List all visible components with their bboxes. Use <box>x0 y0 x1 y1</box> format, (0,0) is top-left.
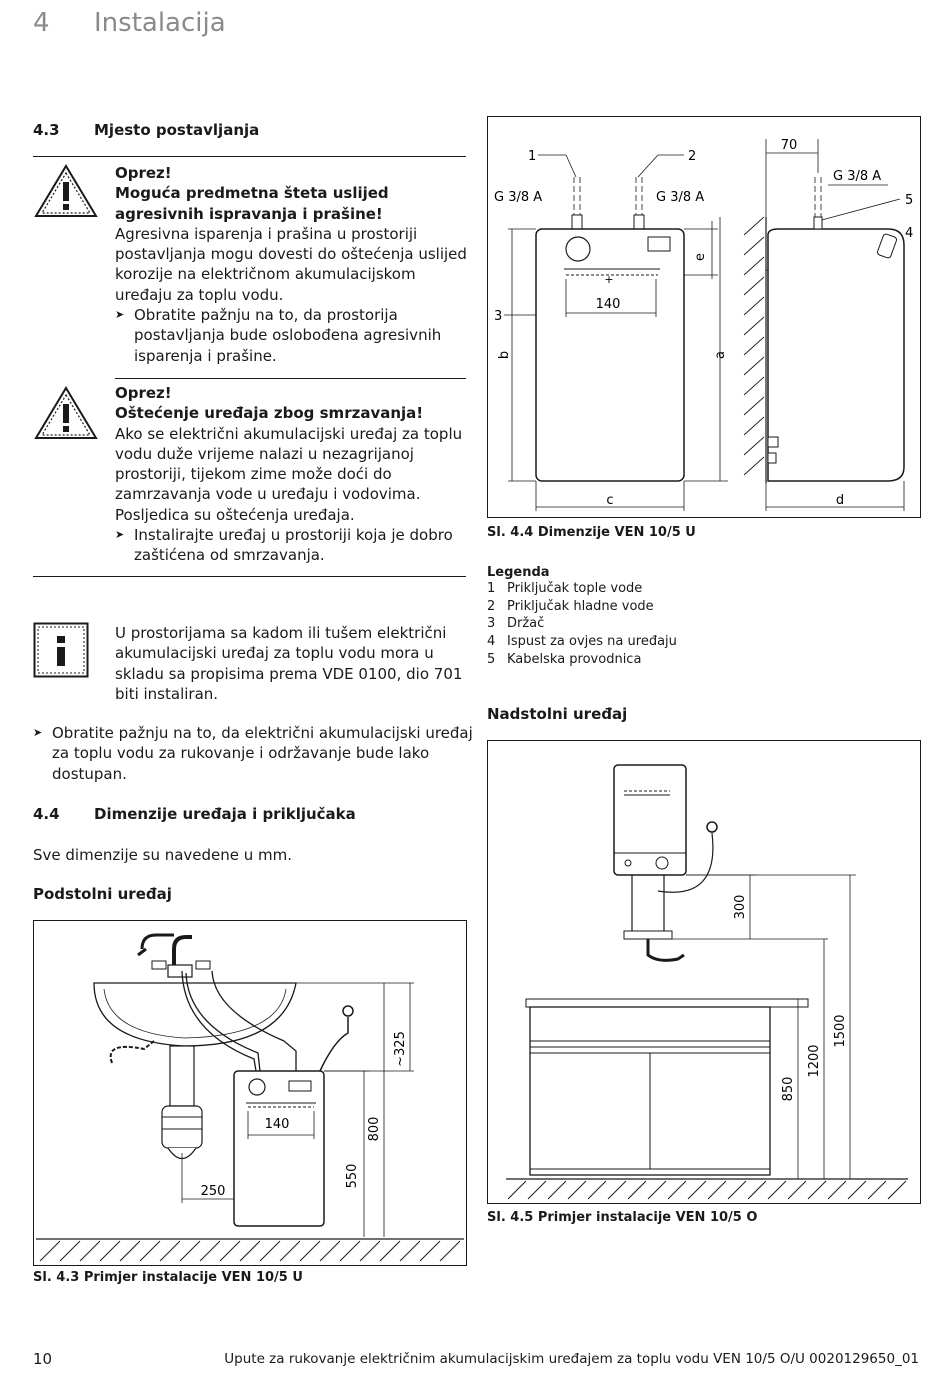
thread-label-right: G 3/8 A <box>833 169 882 184</box>
dim-1500: 1500 <box>833 1014 848 1048</box>
warning-body: Agresivna isparenja i prašina u prostoriji postavljanja mogu dovesti do oštećenja uslijed korozije na električnom akumulacijskom uređaju za toplu vodu. <box>115 224 467 304</box>
info-text: U prostorijama sa kadom ili tušem električni akumulacijski uređaj za toplu vodu mora u skladu sa propisima prema VDE 0100, dio 701 biti instaliran. <box>115 624 463 703</box>
label-3: 3 <box>494 309 503 324</box>
label-4: 4 <box>905 226 914 241</box>
warning-headline: Moguća predmetna šteta uslijed agresivnih ispravanja i prašine! <box>115 184 389 223</box>
divider <box>33 576 466 577</box>
dim-550: 550 <box>345 1163 360 1189</box>
dimensions-drawing <box>488 117 920 517</box>
dim-850: 850 <box>781 1076 796 1102</box>
dimensions-intro: Sve dimenzije su navedene u mm. <box>33 846 293 864</box>
figure-4-5-caption: Sl. 4.5 Primjer instalacije VEN 10/5 O <box>487 1210 758 1225</box>
label-5: 5 <box>905 193 914 208</box>
dim-70: 70 <box>780 138 798 153</box>
divider <box>115 378 466 379</box>
legend-item: 5 Kabelska provodnica <box>487 651 642 667</box>
figure-4-4-caption: Sl. 4.4 Dimenzije VEN 10/5 U <box>487 525 696 540</box>
thread-label-left: G 3/8 A <box>494 190 543 205</box>
chapter-number: 4 <box>33 8 50 38</box>
dim-250: 250 <box>200 1184 226 1199</box>
dim-140: 140 <box>595 297 621 312</box>
section-44-number: 4.4 <box>33 805 60 823</box>
divider <box>33 156 466 157</box>
dim-300: 300 <box>733 894 748 920</box>
thread-label-mid: G 3/8 A <box>656 190 705 205</box>
dim-325: ~325 <box>393 1031 408 1067</box>
section-43-title: Mjesto postavljanja <box>94 121 260 139</box>
legend-item: 1 Priključak tople vode <box>487 581 643 596</box>
dim-e: e <box>693 253 708 261</box>
info-icon <box>33 622 89 678</box>
dim-a: a <box>713 351 728 359</box>
undersink-install-drawing <box>34 921 466 1265</box>
warning-headline: Oštećenje uređaja zbog smrzavanja! <box>115 404 424 423</box>
warning-action: ➤ Obratite pažnju na to, da prostorija postavljanja bude oslobođena agresivnih isparenja i prašine. <box>115 305 470 366</box>
dim-800: 800 <box>367 1116 382 1142</box>
label-2: 2 <box>688 149 697 164</box>
undersink-title: Podstolni uređaj <box>33 885 172 903</box>
figure-4-5 <box>487 740 921 1204</box>
legend-item: 3 Držač <box>487 616 545 632</box>
figure-4-4 <box>487 116 921 518</box>
section-43-number: 4.3 <box>33 121 60 139</box>
dim-1200: 1200 <box>807 1044 822 1078</box>
footer-text: Upute za rukovanje električnim akumulacijskim uređajem za toplu vodu VEN 10/5 O/U 0020129650_01 <box>224 1351 919 1367</box>
svg-text:+: + <box>604 273 614 286</box>
dim-140: 140 <box>264 1117 290 1132</box>
figure-4-3-caption: Sl. 4.3 Primjer instalacije VEN 10/5 U <box>33 1270 303 1285</box>
warning-label: Oprez! <box>115 164 172 182</box>
dim-c: c <box>606 493 614 508</box>
page-number: 10 <box>33 1350 53 1368</box>
warning-block-2 <box>115 383 470 566</box>
warning-block-1 <box>115 163 470 366</box>
chapter-title: Instalacija <box>94 8 226 38</box>
access-note: ➤ Obratite pažnju na to, da električni akumulacijski uređaj za toplu vodu za rukovanje i održavanje bude lako dostupan. <box>33 723 489 784</box>
legend <box>487 565 917 669</box>
dim-d: d <box>835 493 845 508</box>
warning-icon <box>33 385 99 441</box>
warning-action: ➤ Instalirajte uređaj u prostoriji koja je dobro zaštićena od smrzavanja. <box>115 525 470 566</box>
oversink-install-drawing <box>488 741 920 1203</box>
legend-title: Legenda <box>487 565 550 580</box>
oversink-title: Nadstolni uređaj <box>487 705 628 723</box>
legend-item: 2 Priključak hladne vode <box>487 598 654 614</box>
warning-body: Ako se električni akumulacijski uređaj za toplu vodu duže vrijeme nalazi u nezagrijanoj prostoriji, tijekom zime može doći do zamrzavanja vode u uređaju i vodovima. Posljedica su oštećenja uređaja. <box>115 424 463 524</box>
figure-4-3 <box>33 920 467 1266</box>
label-1: 1 <box>528 149 537 164</box>
warning-label: Oprez! <box>115 384 172 402</box>
legend-item: 4 Ispust za ovjes na uređaju <box>487 634 677 650</box>
warning-icon <box>33 163 99 219</box>
section-44-title: Dimenzije uređaja i priključaka <box>94 805 356 823</box>
dim-b: b <box>497 350 512 360</box>
